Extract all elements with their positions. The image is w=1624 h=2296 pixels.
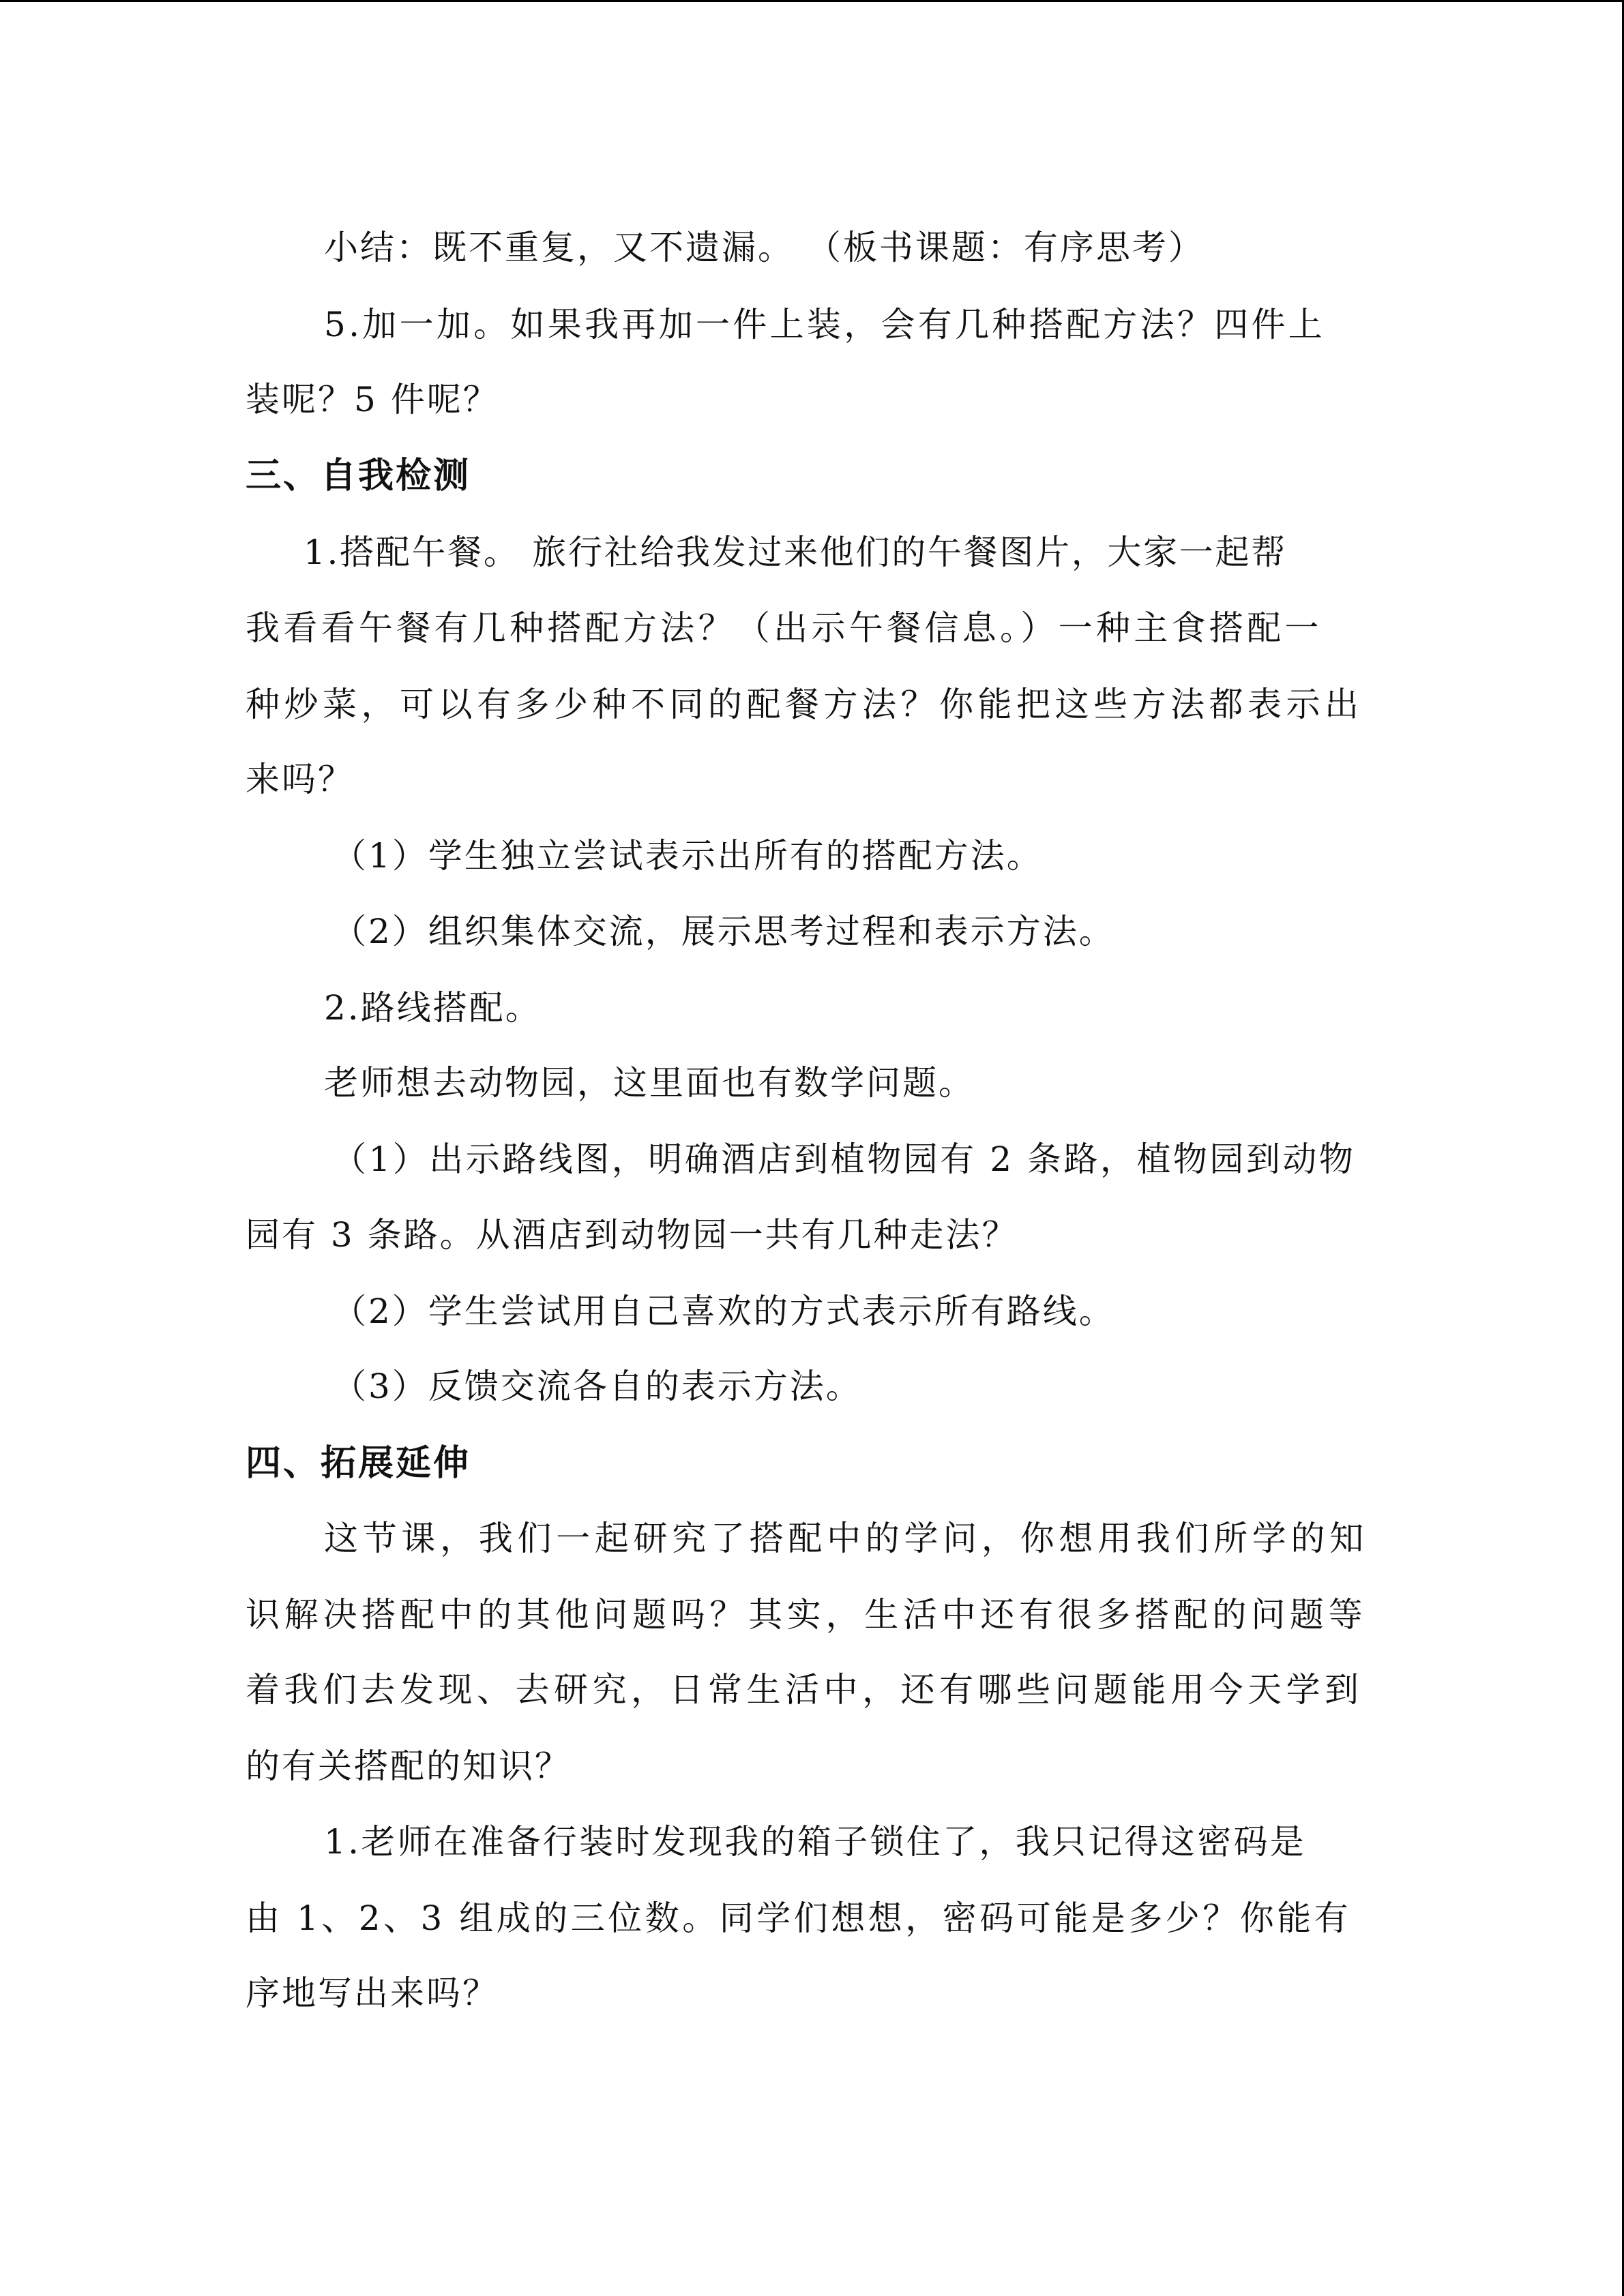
paragraph-lunch-line-2: 我看看午餐有几种搭配方法？（出示午餐信息。）一种主食搭配一 — [246, 608, 1323, 648]
paragraph-route-title: 2.路线搭配。 — [324, 988, 542, 1028]
paragraph-add-one-line-1: 5.加一加。如果我再加一件上装，会有几种搭配方法？四件上 — [324, 305, 1326, 344]
list-item-2-1-line-2: 园有 3 条路。从酒店到动物园一共有几种走法？ — [246, 1215, 1018, 1255]
list-item-2-1-line-1: （1）出示路线图，明确酒店到植物园有 2 条路，植物园到动物 — [332, 1139, 1356, 1179]
section-heading-extension: 四、拓展延伸 — [246, 1443, 471, 1484]
paragraph-password-line-3: 序地写出来吗？ — [246, 1973, 499, 2013]
paragraph-extension-line-1: 这节课，我们一起研究了搭配中的学问，你想用我们所学的知 — [324, 1519, 1368, 1558]
paragraph-lunch-line-1: 1.搭配午餐。 旅行社给我发过来他们的午餐图片，大家一起帮 — [304, 533, 1287, 572]
paragraph-password-line-2: 由 1、2、3 组成的三位数。同学们想想，密码可能是多少？你能有 — [246, 1898, 1352, 1938]
list-item-1-2: （2）组织集体交流，展示思考过程和表示方法。 — [332, 912, 1115, 951]
paragraph-password-line-1: 1.老师在准备行装时发现我的箱子锁住了，我只记得这密码是 — [324, 1822, 1307, 1862]
paragraph-lunch-line-4: 来吗？ — [246, 760, 354, 799]
paragraph-add-one-line-2: 装呢？5 件呢？ — [246, 380, 499, 419]
section-heading-self-check: 三、自我检测 — [246, 456, 471, 496]
list-item-2-2: （2）学生尝试用自己喜欢的方式表示所有路线。 — [332, 1292, 1115, 1331]
list-item-2-3: （3）反馈交流各自的表示方法。 — [332, 1367, 862, 1406]
paragraph-extension-line-4: 的有关搭配的知识？ — [246, 1746, 571, 1786]
summary-line: 小结：既不重复，又不遗漏。 （板书课题：有序思考） — [324, 228, 1205, 267]
paragraph-extension-line-3: 着我们去发现、去研究，日常生活中，还有哪些问题能用今天学到 — [246, 1670, 1363, 1710]
paragraph-lunch-line-3: 种炒菜，可以有多少种不同的配餐方法？你能把这些方法都表示出 — [246, 685, 1363, 724]
paragraph-extension-line-2: 识解决搭配中的其他问题吗？其实，生活中还有很多搭配的问题等 — [246, 1595, 1368, 1635]
paragraph-route-intro: 老师想去动物园，这里面也有数学问题。 — [324, 1063, 975, 1103]
list-item-1-1: （1）学生独立尝试表示出所有的搭配方法。 — [332, 836, 1043, 876]
